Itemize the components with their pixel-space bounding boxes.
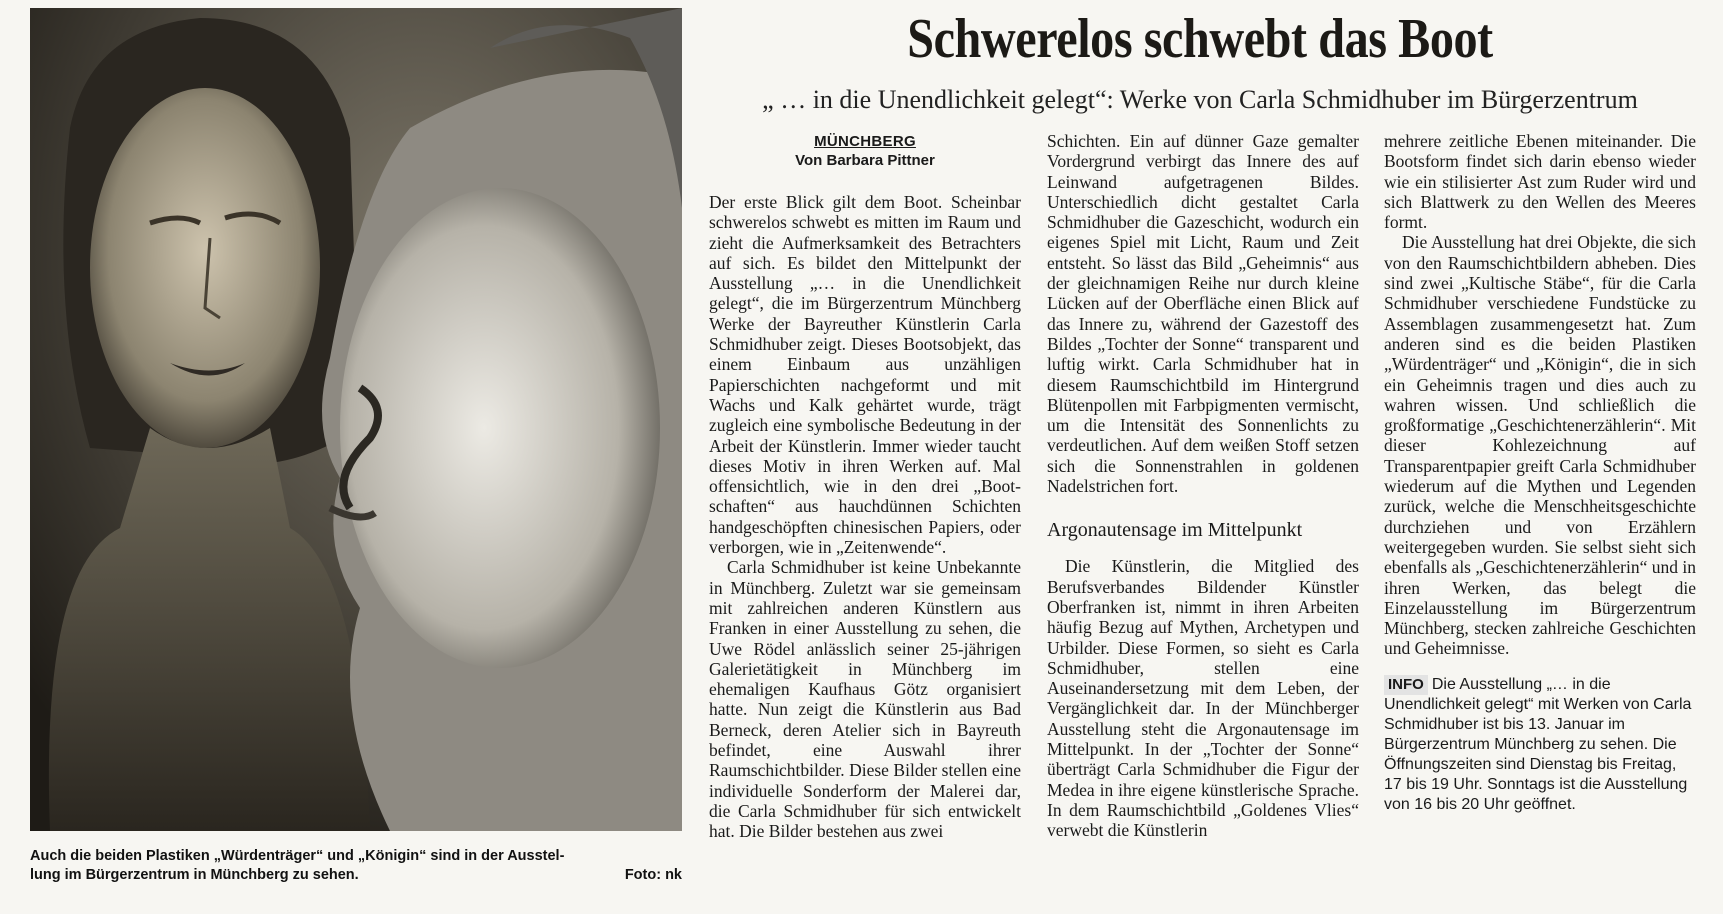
section-subheading: Argonautensage im Mittelpunkt: [1047, 519, 1303, 542]
caption-line-2: lung im Bürgerzentrum in Münchberg zu sehen.: [30, 867, 359, 883]
photo-caption: [30, 847, 682, 885]
photo-credit: Foto: nk: [624, 867, 682, 883]
info-label: INFO: [1384, 675, 1428, 695]
dateline-place: MÜNCHBERG: [814, 133, 916, 150]
article-column-2: [1047, 131, 1359, 841]
subheadline: „ … in die Unendlichkeit gelegt“: Werke von Carla Schmidhuber im Bürgerzentrum: [762, 85, 1638, 114]
sculptures-image: [30, 8, 682, 831]
byline: [709, 132, 1021, 171]
headline: Schwerelos schwebt das Boot: [907, 8, 1493, 70]
author: Von Barbara Pittner: [795, 152, 935, 169]
sculpture-photo: [30, 8, 682, 831]
paragraph-2: Carla Schmidhuber ist keine Unbekannte in Münchberg. Zuletzt war sie gemeinsam mit zahlreichen anderen Künstlern aus Franken in einer Ausstellung zu sehen, die Uwe Rödel anlässlich seiner 25-jährigen Galerietätigkeit in Münchberg im ehemaligen Kaufhaus Götz organisiert hatte. Nun zeigt die Künstlerin aus Bad Berneck, deren Atelier sich in Bayreuth befindet, eine Auswahl ihrer Raumschichtbilder. Diese Bilder stellen eine individuelle Sonderform der Malerei dar, die Carla Schmidhuber für sich entwickelt hat. Die Bilder bestehen aus zwei: [709, 557, 1021, 842]
paragraph-3: Schichten. Ein auf dünner Gaze gemalter Vordergrund verbirgt das Innere des auf Leinwand aufgetragenen Bildes. Unterschiedlich dicht gestaltet Carla Schmidhuber die Gazeschicht, wodurch ein eigenes Spiel mit Licht, Raum und Zeit entsteht. So lässt das Bild „Geheimnis“ aus der gleichnamigen Reihe nur durch kleine Lücken auf der Oberfläche einen Blick auf das Innere zu, während der Gazestoff des Bildes „Tochter der Sonne“ transparent und luftig wirkt. Carla Schmidhuber hat in diesem Raumschichtbild im Hintergrund Blütenpollen mit Farbpigmenten vermischt, um die Intensität des Sonnenlichts zu verdeutlichen. Auf dem weißen Stoff setzen sich die Sonnenstrahlen in goldenen Nadelstrichen fort.: [1047, 131, 1359, 497]
info-text: Die Ausstellung „… in die Unendlichkeit gelegt“ mit Werken von Carla Schmidhuber ist bis 13. Januar im Bürgerzentrum Münchberg zu sehen. Die Öffnungszeiten sind Dienstag bis Freitag, 17 bis 19 Uhr. Sonntags ist die Ausstellung von 16 bis 20 Uhr geöffnet.: [1384, 675, 1692, 813]
paragraph-4: Die Künstlerin, die Mitglied des Berufsverbandes Bildender Künstler Oberfranken ist, nimmt in ihren Arbeiten häufig Bezug auf Mythen, Archetypen und Urbilder. Diese Formen, so sieht es Carla Schmidhuber, stellen eine Auseinandersetzung mit dem Leben, der Vergänglichkeit dar. In der Münchberger Ausstellung steht die Argonautensage im Mittelpunkt. In der „Tochter der Sonne“ überträgt Carla Schmidhuber die Figur der Medea in ihre eigene künstlerische Sprache. In dem Raumschichtbild „Goldenes Vlies“ verwebt die Künstlerin: [1047, 556, 1359, 841]
caption-line-1: Auch die beiden Plastiken „Würdenträger“ und „Königin“ sind in der Ausstel-: [30, 848, 565, 864]
paragraph-1: Der erste Blick gilt dem Boot. Scheinbar schwerelos schwebt es mitten im Raum und zieht die Aufmerksamkeit des Betrachters auf sich. Es bildet den Mittelpunkt der Ausstellung „… in die Unendlichkeit gelegt“, die im Bürgerzentrum Münchberg Werke der Bayreuther Künstlerin Carla Schmidhuber zeigt. Dieses Bootsobjekt, das einem Einbaum aus unzähligen Papierschichten nachgeformt und mit Wachs und Kalk gehärtet wurde, trägt zugleich eine symbolische Bedeutung in der Arbeit der Künstlerin. Immer wieder taucht dieses Motiv in ihren Werken auf. Mal offensichtlich, wie in den drei „Boot-schaften“ aus hauchdünnen Schichten handgeschöpften chinesischen Papiers, oder verborgen, wie in „Zeitenwende“.: [709, 192, 1021, 558]
paragraph-6: Die Ausstellung hat drei Objekte, die sich von den Raumschichtbildern abheben. Dies sind zwei „Kultische Stäbe“, für die Carla Schmidhuber verschiedene Fundstücke zu Assemblagen zusammengesetzt hat. Zum anderen sind es die beiden Plastiken „Würdenträger“ und „Königin“, die in sich ein Geheimnis tragen und dies auch zu wahren wissen. Und schließlich die großformatige „Geschichtenerzählerin“. Mit dieser Kohlezeichnung auf Transparentpapier greift Carla Schmidhuber wiederum auf die Mythen und Legenden zurück, welche die Menschheitsgeschichte durchziehen und von Erzählern weitergegeben wurden. Sie selbst sieht sich ebenfalls als „Geschichtenerzählerin“ und in ihren Werken, das belegt die Einzelausstellung im Bürgerzentrum Münchberg, stecken zahlreiche Geschichten und Geheimnisse.: [1384, 232, 1696, 659]
info-box: [1384, 675, 1696, 815]
article-column-1: [709, 192, 1021, 842]
paragraph-5: mehrere zeitliche Ebenen miteinander. Die Bootsform findet sich darin ebenso wieder wie ein stilisierter Ast zum Ruder wird und sich Blattwerk zu den Wellen des Meeres formt.: [1384, 131, 1696, 233]
article-column-3: [1384, 131, 1696, 815]
